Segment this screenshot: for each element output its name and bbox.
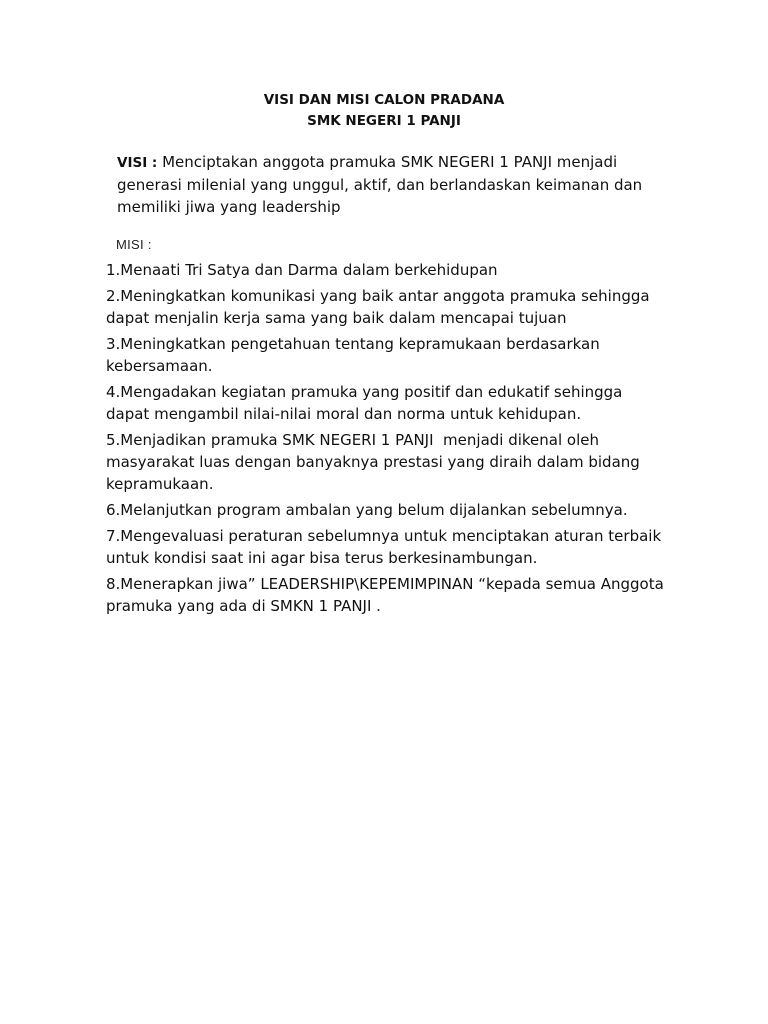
visi-paragraph (117, 151, 657, 218)
misi-item-1: 1.Menaati Tri Satya dan Darma dalam berkehidupan (106, 261, 498, 279)
title-line-1: VISI DAN MISI CALON PRADANA (263, 92, 505, 108)
misi-item-7: 7.Mengevaluasi peraturan sebelumnya untuk menciptakan aturan terbaik untuk kondisi saat ini agar bisa terus berkesinambungan. (106, 527, 666, 567)
misi-item-3: 3.Meningkatkan pengetahuan tentang kepramukaan berdasarkan kebersamaan. (106, 335, 605, 375)
document-title (0, 90, 768, 132)
misi-item-2: 2.Meningkatkan komunikasi yang baik antar anggota pramuka sehingga dapat menjalin kerja sama yang baik dalam mencapai tujuan (106, 287, 655, 327)
visi-label: VISI : (117, 155, 158, 171)
misi-item-8: 8.Menerapkan jiwa” LEADERSHIP\KEPEMIMPINAN “kepada semua Anggota pramuka yang ada di SMKN 1 PANJI . (106, 575, 669, 615)
visi-text: Menciptakan anggota pramuka SMK NEGERI 1 PANJI menjadi generasi milenial yang unggul, aktif, dan berlandaskan keimanan dan memiliki jiwa yang leadership (117, 153, 643, 216)
misi-label: MISI : (116, 237, 152, 252)
misi-item-6: 6.Melanjutkan program ambalan yang belum dijalankan sebelumnya. (106, 501, 628, 519)
title-line-2: SMK NEGERI 1 PANJI (307, 113, 461, 129)
misi-item-5: 5.Menjadikan pramuka SMK NEGERI 1 PANJI menjadi dikenal oleh masyarakat luas dengan banyaknya prestasi yang diraih dalam bidang kepramukaan. (106, 431, 645, 493)
misi-list (106, 259, 669, 621)
misi-item-4: 4.Mengadakan kegiatan pramuka yang positif dan edukatif sehingga dapat mengambil nilai-nilai moral dan norma untuk kehidupan. (106, 383, 628, 423)
